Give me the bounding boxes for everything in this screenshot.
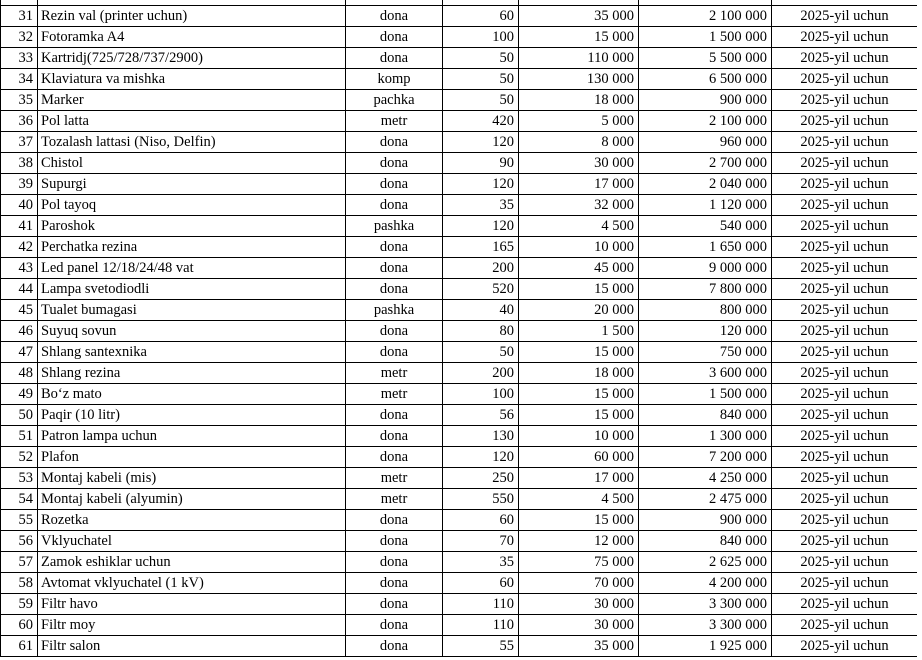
price-cell[interactable]: 130 000	[519, 69, 639, 90]
total-cell[interactable]: 2 100 000	[639, 111, 772, 132]
quantity-cell[interactable]: 50	[443, 48, 519, 69]
row-number-cell[interactable]: 45	[1, 300, 38, 321]
note-cell[interactable]: 2025-yil uchun	[772, 174, 918, 195]
row-number-cell[interactable]: 56	[1, 531, 38, 552]
quantity-cell[interactable]: 130	[443, 426, 519, 447]
price-cell[interactable]: 110 000	[519, 48, 639, 69]
table-row	[1, 447, 918, 468]
quantity-cell[interactable]: 50	[443, 342, 519, 363]
row-number-cell[interactable]: 41	[1, 216, 38, 237]
total-cell[interactable]: 3 300 000	[639, 594, 772, 615]
note-cell[interactable]: 2025-yil uchun	[772, 48, 918, 69]
row-number-cell[interactable]: 59	[1, 594, 38, 615]
unit-cell[interactable]: dona	[346, 447, 443, 468]
unit-cell[interactable]: dona	[346, 573, 443, 594]
price-cell[interactable]: 30 000	[519, 153, 639, 174]
item-name-cell[interactable]: Chistol	[38, 153, 346, 174]
note-cell[interactable]: 2025-yil uchun	[772, 573, 918, 594]
item-name-cell[interactable]: Suyuq sovun	[38, 321, 346, 342]
total-cell[interactable]: 2 040 000	[639, 174, 772, 195]
table-row	[1, 363, 918, 384]
price-cell[interactable]: 17 000	[519, 174, 639, 195]
total-cell[interactable]: 3 600 000	[639, 363, 772, 384]
item-name-cell[interactable]: Led panel 12/18/24/48 vat	[38, 258, 346, 279]
item-name-cell[interactable]: Bo‘z mato	[38, 384, 346, 405]
note-cell[interactable]: 2025-yil uchun	[772, 342, 918, 363]
total-cell[interactable]: 1 925 000	[639, 636, 772, 657]
table-row	[1, 90, 918, 111]
price-cell[interactable]: 35 000	[519, 6, 639, 27]
note-cell[interactable]: 2025-yil uchun	[772, 489, 918, 510]
table-row	[1, 636, 918, 657]
item-name-cell[interactable]: Shlang santexnika	[38, 342, 346, 363]
row-number-cell[interactable]: 54	[1, 489, 38, 510]
price-cell[interactable]: 32 000	[519, 195, 639, 216]
price-cell[interactable]: 15 000	[519, 342, 639, 363]
row-number-cell[interactable]: 61	[1, 636, 38, 657]
total-cell[interactable]: 9 000 000	[639, 258, 772, 279]
table-row	[1, 531, 918, 552]
quantity-cell[interactable]: 50	[443, 69, 519, 90]
quantity-cell[interactable]: 250	[443, 468, 519, 489]
quantity-cell[interactable]: 120	[443, 447, 519, 468]
table-row	[1, 111, 918, 132]
price-cell[interactable]: 12 000	[519, 531, 639, 552]
price-cell[interactable]: 45 000	[519, 258, 639, 279]
row-number-cell[interactable]: 49	[1, 384, 38, 405]
quantity-cell[interactable]: 60	[443, 510, 519, 531]
table-row	[1, 174, 918, 195]
note-cell[interactable]: 2025-yil uchun	[772, 531, 918, 552]
table-row	[1, 279, 918, 300]
quantity-cell[interactable]: 120	[443, 174, 519, 195]
note-cell[interactable]: 2025-yil uchun	[772, 279, 918, 300]
table-row	[1, 510, 918, 531]
row-number-cell[interactable]: 36	[1, 111, 38, 132]
price-cell[interactable]: 35 000	[519, 636, 639, 657]
unit-cell[interactable]: dona	[346, 195, 443, 216]
item-name-cell[interactable]: Klaviatura va mishka	[38, 69, 346, 90]
item-name-cell[interactable]: Filtr moy	[38, 615, 346, 636]
total-cell[interactable]: 1 650 000	[639, 237, 772, 258]
item-name-cell[interactable]: Lampa svetodiodli	[38, 279, 346, 300]
note-cell[interactable]: 2025-yil uchun	[772, 195, 918, 216]
item-name-cell[interactable]: Fotoramka A4	[38, 27, 346, 48]
row-number-cell[interactable]: 33	[1, 48, 38, 69]
total-cell[interactable]: 800 000	[639, 300, 772, 321]
note-cell[interactable]: 2025-yil uchun	[772, 321, 918, 342]
quantity-cell[interactable]: 520	[443, 279, 519, 300]
note-cell[interactable]: 2025-yil uchun	[772, 90, 918, 111]
total-cell[interactable]: 7 200 000	[639, 447, 772, 468]
item-name-cell[interactable]: Vklyuchatel	[38, 531, 346, 552]
unit-cell[interactable]: dona	[346, 426, 443, 447]
table-row	[1, 216, 918, 237]
total-cell[interactable]: 7 800 000	[639, 279, 772, 300]
total-cell[interactable]: 840 000	[639, 405, 772, 426]
item-name-cell[interactable]: Marker	[38, 90, 346, 111]
quantity-cell[interactable]: 550	[443, 489, 519, 510]
quantity-cell[interactable]: 110	[443, 594, 519, 615]
item-name-cell[interactable]: Tualet bumagasi	[38, 300, 346, 321]
total-cell[interactable]: 2 700 000	[639, 153, 772, 174]
row-number-cell[interactable]: 42	[1, 237, 38, 258]
table-row	[1, 195, 918, 216]
quantity-cell[interactable]: 80	[443, 321, 519, 342]
note-cell[interactable]: 2025-yil uchun	[772, 594, 918, 615]
price-cell[interactable]: 18 000	[519, 90, 639, 111]
price-cell[interactable]: 60 000	[519, 447, 639, 468]
note-cell[interactable]: 2025-yil uchun	[772, 636, 918, 657]
quantity-cell[interactable]: 50	[443, 90, 519, 111]
table-row	[1, 573, 918, 594]
total-cell[interactable]: 4 250 000	[639, 468, 772, 489]
quantity-cell[interactable]: 200	[443, 363, 519, 384]
total-cell[interactable]: 1 500 000	[639, 384, 772, 405]
quantity-cell[interactable]: 70	[443, 531, 519, 552]
note-cell[interactable]: 2025-yil uchun	[772, 216, 918, 237]
unit-cell[interactable]: dona	[346, 636, 443, 657]
row-number-cell[interactable]: 55	[1, 510, 38, 531]
price-cell[interactable]: 15 000	[519, 384, 639, 405]
unit-cell[interactable]: dona	[346, 510, 443, 531]
row-number-cell[interactable]: 37	[1, 132, 38, 153]
quantity-cell[interactable]: 35	[443, 552, 519, 573]
total-cell[interactable]: 750 000	[639, 342, 772, 363]
note-cell[interactable]: 2025-yil uchun	[772, 405, 918, 426]
unit-cell[interactable]: dona	[346, 594, 443, 615]
item-name-cell[interactable]: Plafon	[38, 447, 346, 468]
total-cell[interactable]: 5 500 000	[639, 48, 772, 69]
price-cell[interactable]: 15 000	[519, 405, 639, 426]
table-row	[1, 405, 918, 426]
price-cell[interactable]: 10 000	[519, 426, 639, 447]
unit-cell[interactable]: metr	[346, 468, 443, 489]
table-row	[1, 300, 918, 321]
table-row	[1, 489, 918, 510]
unit-cell[interactable]: dona	[346, 552, 443, 573]
quantity-cell[interactable]: 40	[443, 300, 519, 321]
unit-cell[interactable]: dona	[346, 615, 443, 636]
note-cell[interactable]: 2025-yil uchun	[772, 615, 918, 636]
item-name-cell[interactable]: Supurgi	[38, 174, 346, 195]
unit-cell[interactable]: metr	[346, 384, 443, 405]
quantity-cell[interactable]: 420	[443, 111, 519, 132]
item-name-cell[interactable]: Montaj kabeli (alyumin)	[38, 489, 346, 510]
price-cell[interactable]: 18 000	[519, 363, 639, 384]
item-name-cell[interactable]: Patron lampa uchun	[38, 426, 346, 447]
quantity-cell[interactable]: 60	[443, 573, 519, 594]
row-number-cell[interactable]: 43	[1, 258, 38, 279]
item-name-cell[interactable]: Tozalash lattasi (Niso, Delfin)	[38, 132, 346, 153]
table-row	[1, 342, 918, 363]
table-row	[1, 48, 918, 69]
note-cell[interactable]: 2025-yil uchun	[772, 384, 918, 405]
note-cell[interactable]: 2025-yil uchun	[772, 300, 918, 321]
quantity-cell[interactable]: 110	[443, 615, 519, 636]
unit-cell[interactable]: dona	[346, 48, 443, 69]
row-number-cell[interactable]: 44	[1, 279, 38, 300]
price-cell[interactable]: 15 000	[519, 27, 639, 48]
row-number-cell[interactable]: 48	[1, 363, 38, 384]
unit-cell[interactable]: dona	[346, 321, 443, 342]
total-cell[interactable]: 900 000	[639, 510, 772, 531]
unit-cell[interactable]: dona	[346, 174, 443, 195]
total-cell[interactable]: 900 000	[639, 90, 772, 111]
row-number-cell[interactable]: 40	[1, 195, 38, 216]
quantity-cell[interactable]: 56	[443, 405, 519, 426]
note-cell[interactable]: 2025-yil uchun	[772, 426, 918, 447]
item-name-cell[interactable]: Zamok eshiklar uchun	[38, 552, 346, 573]
unit-cell[interactable]: pachka	[346, 90, 443, 111]
item-name-cell[interactable]: Rozetka	[38, 510, 346, 531]
unit-cell[interactable]: dona	[346, 342, 443, 363]
quantity-cell[interactable]: 60	[443, 6, 519, 27]
price-cell[interactable]: 75 000	[519, 552, 639, 573]
row-number-cell[interactable]: 50	[1, 405, 38, 426]
row-number-cell[interactable]: 34	[1, 69, 38, 90]
table-row	[1, 552, 918, 573]
unit-cell[interactable]: dona	[346, 6, 443, 27]
total-cell[interactable]: 6 500 000	[639, 69, 772, 90]
total-cell[interactable]: 3 300 000	[639, 615, 772, 636]
row-number-cell[interactable]: 60	[1, 615, 38, 636]
table-row	[1, 384, 918, 405]
unit-cell[interactable]: pashka	[346, 300, 443, 321]
row-number-cell[interactable]: 39	[1, 174, 38, 195]
item-name-cell[interactable]: Paroshok	[38, 216, 346, 237]
unit-cell[interactable]: dona	[346, 237, 443, 258]
total-cell[interactable]: 840 000	[639, 531, 772, 552]
table-row	[1, 132, 918, 153]
row-number-cell[interactable]: 53	[1, 468, 38, 489]
total-cell[interactable]: 2 625 000	[639, 552, 772, 573]
total-cell[interactable]: 120 000	[639, 321, 772, 342]
item-name-cell[interactable]: Pol latta	[38, 111, 346, 132]
unit-cell[interactable]: dona	[346, 258, 443, 279]
total-cell[interactable]: 2 475 000	[639, 489, 772, 510]
total-cell[interactable]: 4 200 000	[639, 573, 772, 594]
quantity-cell[interactable]: 100	[443, 27, 519, 48]
price-cell[interactable]: 17 000	[519, 468, 639, 489]
total-cell[interactable]: 540 000	[639, 216, 772, 237]
total-cell[interactable]: 1 300 000	[639, 426, 772, 447]
table-row	[1, 594, 918, 615]
table-row	[1, 6, 918, 27]
unit-cell[interactable]: pashka	[346, 216, 443, 237]
price-cell[interactable]: 5 000	[519, 111, 639, 132]
price-cell[interactable]: 1 500	[519, 321, 639, 342]
table-row	[1, 69, 918, 90]
unit-cell[interactable]: komp	[346, 69, 443, 90]
price-cell[interactable]: 30 000	[519, 594, 639, 615]
quantity-cell[interactable]: 200	[443, 258, 519, 279]
note-cell[interactable]: 2025-yil uchun	[772, 6, 918, 27]
unit-cell[interactable]: dona	[346, 405, 443, 426]
table-row	[1, 153, 918, 174]
quantity-cell[interactable]: 165	[443, 237, 519, 258]
table-row	[1, 468, 918, 489]
table-body	[1, 0, 918, 657]
unit-cell[interactable]: metr	[346, 363, 443, 384]
item-name-cell[interactable]: Perchatka rezina	[38, 237, 346, 258]
row-number-cell[interactable]: 46	[1, 321, 38, 342]
note-cell[interactable]: 2025-yil uchun	[772, 552, 918, 573]
price-cell[interactable]: 15 000	[519, 279, 639, 300]
row-number-cell[interactable]: 57	[1, 552, 38, 573]
row-number-cell[interactable]: 52	[1, 447, 38, 468]
note-cell[interactable]: 2025-yil uchun	[772, 111, 918, 132]
note-cell[interactable]: 2025-yil uchun	[772, 237, 918, 258]
note-cell[interactable]: 2025-yil uchun	[772, 510, 918, 531]
price-cell[interactable]: 30 000	[519, 615, 639, 636]
quantity-cell[interactable]: 55	[443, 636, 519, 657]
quantity-cell[interactable]: 120	[443, 132, 519, 153]
unit-cell[interactable]: dona	[346, 531, 443, 552]
total-cell[interactable]: 960 000	[639, 132, 772, 153]
price-cell[interactable]: 4 500	[519, 489, 639, 510]
price-cell[interactable]: 15 000	[519, 510, 639, 531]
item-name-cell[interactable]: Montaj kabeli (mis)	[38, 468, 346, 489]
item-name-cell[interactable]: Filtr salon	[38, 636, 346, 657]
price-cell[interactable]: 70 000	[519, 573, 639, 594]
item-name-cell[interactable]: Kartridj(725/728/737/2900)	[38, 48, 346, 69]
table-row	[1, 237, 918, 258]
table-row	[1, 615, 918, 636]
unit-cell[interactable]: dona	[346, 27, 443, 48]
table-row	[1, 27, 918, 48]
table-row	[1, 426, 918, 447]
quantity-cell[interactable]: 120	[443, 216, 519, 237]
row-number-cell[interactable]: 58	[1, 573, 38, 594]
total-cell[interactable]: 2 100 000	[639, 6, 772, 27]
note-cell[interactable]: 2025-yil uchun	[772, 363, 918, 384]
price-cell[interactable]: 8 000	[519, 132, 639, 153]
quantity-cell[interactable]: 90	[443, 153, 519, 174]
row-number-cell[interactable]: 32	[1, 27, 38, 48]
price-cell[interactable]: 10 000	[519, 237, 639, 258]
unit-cell[interactable]: metr	[346, 489, 443, 510]
note-cell[interactable]: 2025-yil uchun	[772, 153, 918, 174]
row-number-cell[interactable]: 38	[1, 153, 38, 174]
row-number-cell[interactable]: 47	[1, 342, 38, 363]
table-row	[1, 258, 918, 279]
item-name-cell[interactable]: Shlang rezina	[38, 363, 346, 384]
item-name-cell[interactable]: Filtr havo	[38, 594, 346, 615]
note-cell[interactable]: 2025-yil uchun	[772, 132, 918, 153]
window-edge	[917, 0, 922, 660]
row-number-cell[interactable]: 35	[1, 90, 38, 111]
note-cell[interactable]: 2025-yil uchun	[772, 69, 918, 90]
quantity-cell[interactable]: 100	[443, 384, 519, 405]
price-cell[interactable]: 4 500	[519, 216, 639, 237]
row-number-cell[interactable]: 51	[1, 426, 38, 447]
quantity-cell[interactable]: 35	[443, 195, 519, 216]
unit-cell[interactable]: dona	[346, 279, 443, 300]
item-name-cell[interactable]: Avtomat vklyuchatel (1 kV)	[38, 573, 346, 594]
total-cell[interactable]: 1 500 000	[639, 27, 772, 48]
item-name-cell[interactable]: Paqir (10 litr)	[38, 405, 346, 426]
unit-cell[interactable]: metr	[346, 111, 443, 132]
unit-cell[interactable]: dona	[346, 132, 443, 153]
unit-cell[interactable]: dona	[346, 153, 443, 174]
total-cell[interactable]: 1 120 000	[639, 195, 772, 216]
row-number-cell[interactable]: 31	[1, 6, 38, 27]
note-cell[interactable]: 2025-yil uchun	[772, 468, 918, 489]
table-row	[1, 321, 918, 342]
note-cell[interactable]: 2025-yil uchun	[772, 447, 918, 468]
item-name-cell[interactable]: Rezin val (printer uchun)	[38, 6, 346, 27]
item-name-cell[interactable]: Pol tayoq	[38, 195, 346, 216]
note-cell[interactable]: 2025-yil uchun	[772, 258, 918, 279]
price-cell[interactable]: 20 000	[519, 300, 639, 321]
note-cell[interactable]: 2025-yil uchun	[772, 27, 918, 48]
